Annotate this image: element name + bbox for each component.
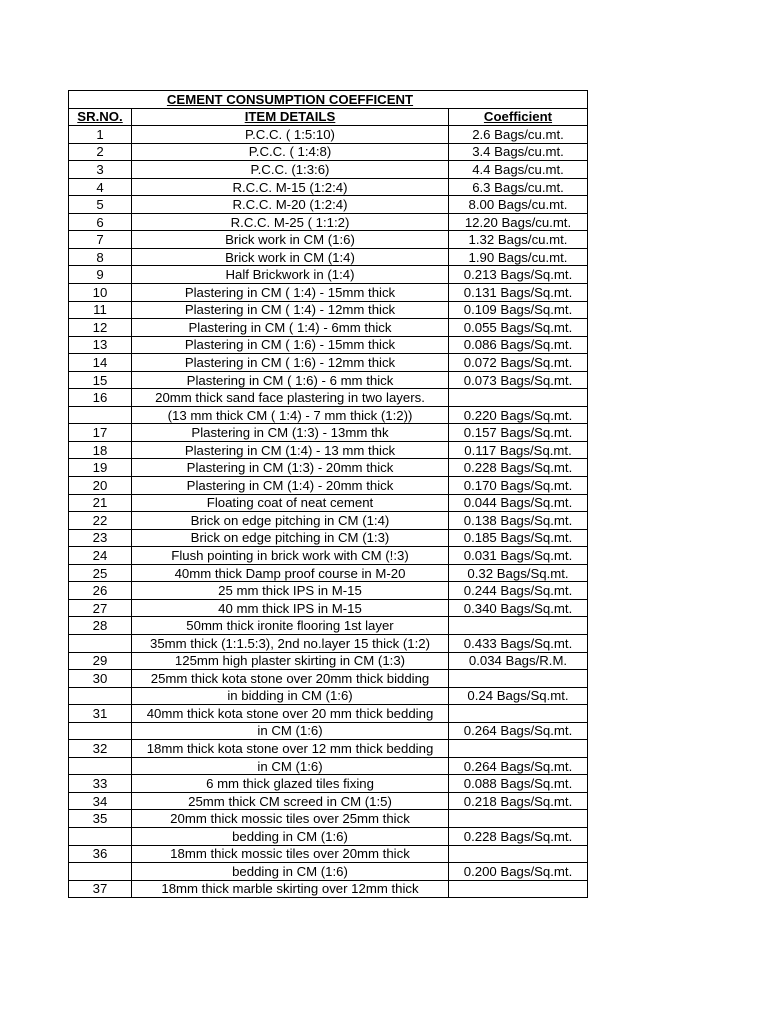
coefficient-cell: 0.228 Bags/Sq.mt. [449, 459, 588, 477]
header-coefficient-label: Coefficient [483, 109, 553, 125]
item-details-cell: Brick work in CM (1:4) [132, 248, 449, 266]
coefficient-cell: 3.4 Bags/cu.mt. [449, 143, 588, 161]
sr-no-cell [69, 757, 132, 775]
table-row [69, 740, 588, 758]
table-row [69, 722, 588, 740]
coefficient-cell: 12.20 Bags/cu.mt. [449, 213, 588, 231]
sr-no-cell: 37 [69, 880, 132, 898]
coefficient-cell: 0.157 Bags/Sq.mt. [449, 424, 588, 442]
sr-no-cell: 5 [69, 196, 132, 214]
item-details-cell: 35mm thick (1:1.5:3), 2nd no.layer 15 thick (1:2) [132, 634, 449, 652]
table-row [69, 213, 588, 231]
coefficient-cell: 0.32 Bags/Sq.mt. [449, 564, 588, 582]
item-details-cell: Plastering in CM (1:4) - 20mm thick [132, 477, 449, 495]
coefficient-cell: 0.433 Bags/Sq.mt. [449, 634, 588, 652]
item-details-cell: (13 mm thick CM ( 1:4) - 7 mm thick (1:2)) [132, 406, 449, 424]
table-row [69, 670, 588, 688]
sr-no-cell: 7 [69, 231, 132, 249]
sr-no-cell: 19 [69, 459, 132, 477]
coefficient-cell [449, 740, 588, 758]
item-details-cell: Brick work in CM (1:6) [132, 231, 449, 249]
sr-no-cell: 36 [69, 845, 132, 863]
sr-no-cell: 31 [69, 705, 132, 723]
item-details-cell: P.C.C. ( 1:4:8) [132, 143, 449, 161]
sr-no-cell: 23 [69, 529, 132, 547]
coefficient-cell: 0.264 Bags/Sq.mt. [449, 722, 588, 740]
sr-no-cell [69, 827, 132, 845]
coefficient-cell: 0.044 Bags/Sq.mt. [449, 494, 588, 512]
table-row [69, 775, 588, 793]
sr-no-cell: 18 [69, 441, 132, 459]
coefficient-cell: 0.073 Bags/Sq.mt. [449, 371, 588, 389]
coefficient-cell [449, 705, 588, 723]
header-item-details [132, 108, 449, 126]
item-details-cell: 20mm thick sand face plastering in two layers. [132, 389, 449, 407]
sr-no-cell: 11 [69, 301, 132, 319]
table-row [69, 617, 588, 635]
sr-no-cell: 2 [69, 143, 132, 161]
item-details-cell: Plastering in CM (1:3) - 20mm thick [132, 459, 449, 477]
item-details-cell: Brick on edge pitching in CM (1:3) [132, 529, 449, 547]
table-row [69, 880, 588, 898]
item-details-cell: Plastering in CM ( 1:4) - 15mm thick [132, 284, 449, 302]
item-details-cell: P.C.C. (1:3:6) [132, 161, 449, 179]
coefficient-cell: 0.131 Bags/Sq.mt. [449, 284, 588, 302]
coefficient-cell: 0.055 Bags/Sq.mt. [449, 319, 588, 337]
item-details-cell: 50mm thick ironite flooring 1st layer [132, 617, 449, 635]
sr-no-cell: 32 [69, 740, 132, 758]
table-row [69, 196, 588, 214]
item-details-cell: Plastering in CM ( 1:4) - 12mm thick [132, 301, 449, 319]
coefficient-cell: 0.228 Bags/Sq.mt. [449, 827, 588, 845]
table-row [69, 459, 588, 477]
coefficient-cell: 0.218 Bags/Sq.mt. [449, 792, 588, 810]
header-row [69, 108, 588, 126]
item-details-cell: 40mm thick kota stone over 20 mm thick bedding [132, 705, 449, 723]
sr-no-cell: 8 [69, 248, 132, 266]
title-row [69, 91, 588, 109]
item-details-cell: bedding in CM (1:6) [132, 827, 449, 845]
sr-no-cell: 20 [69, 477, 132, 495]
table-body [69, 91, 588, 898]
table-row [69, 582, 588, 600]
sr-no-cell: 15 [69, 371, 132, 389]
sr-no-cell: 24 [69, 547, 132, 565]
header-coefficient [449, 108, 588, 126]
coefficient-cell: 0.244 Bags/Sq.mt. [449, 582, 588, 600]
coefficient-cell: 0.138 Bags/Sq.mt. [449, 512, 588, 530]
table-row [69, 757, 588, 775]
table-row [69, 178, 588, 196]
item-details-cell: 18mm thick marble skirting over 12mm thick [132, 880, 449, 898]
table-row [69, 284, 588, 302]
item-details-cell: 25mm thick CM screed in CM (1:5) [132, 792, 449, 810]
coefficient-cell: 0.213 Bags/Sq.mt. [449, 266, 588, 284]
sr-no-cell: 10 [69, 284, 132, 302]
coefficient-cell: 0.24 Bags/Sq.mt. [449, 687, 588, 705]
sr-no-cell [69, 687, 132, 705]
sr-no-cell: 1 [69, 126, 132, 144]
table-row [69, 687, 588, 705]
header-item-details-label: ITEM DETAILS [244, 109, 336, 125]
coefficient-cell: 0.170 Bags/Sq.mt. [449, 477, 588, 495]
header-sr-no [69, 108, 132, 126]
item-details-cell: Plastering in CM ( 1:4) - 6mm thick [132, 319, 449, 337]
sr-no-cell: 29 [69, 652, 132, 670]
item-details-cell: 18mm thick kota stone over 12 mm thick bedding [132, 740, 449, 758]
item-details-cell: Half Brickwork in (1:4) [132, 266, 449, 284]
sr-no-cell: 35 [69, 810, 132, 828]
table-row [69, 266, 588, 284]
table-row [69, 792, 588, 810]
coefficient-cell: 4.4 Bags/cu.mt. [449, 161, 588, 179]
coefficient-cell: 0.031 Bags/Sq.mt. [449, 547, 588, 565]
coefficient-cell: 0.185 Bags/Sq.mt. [449, 529, 588, 547]
sr-no-cell: 6 [69, 213, 132, 231]
sr-no-cell: 3 [69, 161, 132, 179]
table-row [69, 863, 588, 881]
coefficient-cell: 2.6 Bags/cu.mt. [449, 126, 588, 144]
item-details-cell: Plastering in CM ( 1:6) - 6 mm thick [132, 371, 449, 389]
coefficient-cell: 0.072 Bags/Sq.mt. [449, 354, 588, 372]
coefficient-cell: 0.034 Bags/R.M. [449, 652, 588, 670]
item-details-cell: Brick on edge pitching in CM (1:4) [132, 512, 449, 530]
sr-no-cell: 34 [69, 792, 132, 810]
sr-no-cell [69, 406, 132, 424]
table-row [69, 564, 588, 582]
sr-no-cell: 17 [69, 424, 132, 442]
title-spacer-right [449, 91, 588, 109]
item-details-cell: Plastering in CM (1:4) - 13 mm thick [132, 441, 449, 459]
table-row [69, 547, 588, 565]
sr-no-cell: 27 [69, 599, 132, 617]
item-details-cell: 18mm thick mossic tiles over 20mm thick [132, 845, 449, 863]
table-row [69, 424, 588, 442]
item-details-cell: 6 mm thick glazed tiles fixing [132, 775, 449, 793]
table-row [69, 441, 588, 459]
header-sr-no-label: SR.NO. [77, 109, 123, 125]
coefficient-cell: 0.340 Bags/Sq.mt. [449, 599, 588, 617]
coefficient-cell: 0.200 Bags/Sq.mt. [449, 863, 588, 881]
table-title: CEMENT CONSUMPTION COEFFICENT [166, 91, 414, 107]
item-details-cell: Plastering in CM ( 1:6) - 12mm thick [132, 354, 449, 372]
sr-no-cell: 28 [69, 617, 132, 635]
table-row [69, 371, 588, 389]
item-details-cell: bedding in CM (1:6) [132, 863, 449, 881]
sr-no-cell: 26 [69, 582, 132, 600]
item-details-cell: Floating coat of neat cement [132, 494, 449, 512]
sr-no-cell: 14 [69, 354, 132, 372]
coefficient-cell: 8.00 Bags/cu.mt. [449, 196, 588, 214]
item-details-cell: 40 mm thick IPS in M-15 [132, 599, 449, 617]
table-row [69, 406, 588, 424]
table-row [69, 634, 588, 652]
item-details-cell: 40mm thick Damp proof course in M-20 [132, 564, 449, 582]
item-details-cell: Plastering in CM (1:3) - 13mm thk [132, 424, 449, 442]
item-details-cell: R.C.C. M-20 (1:2:4) [132, 196, 449, 214]
item-details-cell: Plastering in CM ( 1:6) - 15mm thick [132, 336, 449, 354]
item-details-cell: in bidding in CM (1:6) [132, 687, 449, 705]
coefficient-cell: 1.90 Bags/cu.mt. [449, 248, 588, 266]
table-row [69, 336, 588, 354]
table-row [69, 845, 588, 863]
sr-no-cell: 16 [69, 389, 132, 407]
coefficient-cell: 0.109 Bags/Sq.mt. [449, 301, 588, 319]
table-row [69, 126, 588, 144]
table-row [69, 248, 588, 266]
table-row [69, 143, 588, 161]
table-row [69, 705, 588, 723]
table-row [69, 512, 588, 530]
sr-no-cell: 9 [69, 266, 132, 284]
sr-no-cell: 25 [69, 564, 132, 582]
item-details-cell: in CM (1:6) [132, 757, 449, 775]
table-row [69, 599, 588, 617]
coefficient-cell: 0.086 Bags/Sq.mt. [449, 336, 588, 354]
coefficient-cell: 6.3 Bags/cu.mt. [449, 178, 588, 196]
title-spacer-left [69, 91, 132, 109]
coefficient-cell [449, 670, 588, 688]
table-row [69, 810, 588, 828]
coefficient-cell [449, 845, 588, 863]
item-details-cell: Flush pointing in brick work with CM (!:3) [132, 547, 449, 565]
item-details-cell: 20mm thick mossic tiles over 25mm thick [132, 810, 449, 828]
coefficient-cell: 0.117 Bags/Sq.mt. [449, 441, 588, 459]
sr-no-cell: 21 [69, 494, 132, 512]
table-row [69, 319, 588, 337]
coefficient-cell [449, 880, 588, 898]
coefficient-cell [449, 389, 588, 407]
sr-no-cell: 12 [69, 319, 132, 337]
table-title-cell [132, 91, 449, 109]
coefficient-cell [449, 810, 588, 828]
item-details-cell: 125mm high plaster skirting in CM (1:3) [132, 652, 449, 670]
item-details-cell: in CM (1:6) [132, 722, 449, 740]
sr-no-cell [69, 722, 132, 740]
sr-no-cell: 13 [69, 336, 132, 354]
table-row [69, 231, 588, 249]
sr-no-cell: 30 [69, 670, 132, 688]
item-details-cell: P.C.C. ( 1:5:10) [132, 126, 449, 144]
table-row [69, 354, 588, 372]
coefficient-cell: 0.220 Bags/Sq.mt. [449, 406, 588, 424]
sr-no-cell: 33 [69, 775, 132, 793]
table-row [69, 477, 588, 495]
coefficient-cell [449, 617, 588, 635]
coefficient-cell: 0.264 Bags/Sq.mt. [449, 757, 588, 775]
table-row [69, 529, 588, 547]
table-row [69, 494, 588, 512]
table-row [69, 827, 588, 845]
item-details-cell: R.C.C. M-25 ( 1:1:2) [132, 213, 449, 231]
item-details-cell: 25mm thick kota stone over 20mm thick bidding [132, 670, 449, 688]
table-row [69, 161, 588, 179]
coefficient-cell: 0.088 Bags/Sq.mt. [449, 775, 588, 793]
sr-no-cell [69, 634, 132, 652]
table-row [69, 652, 588, 670]
cement-consumption-table [68, 90, 588, 898]
sr-no-cell [69, 863, 132, 881]
table-row [69, 301, 588, 319]
coefficient-cell: 1.32 Bags/cu.mt. [449, 231, 588, 249]
sr-no-cell: 22 [69, 512, 132, 530]
table-row [69, 389, 588, 407]
sr-no-cell: 4 [69, 178, 132, 196]
item-details-cell: R.C.C. M-15 (1:2:4) [132, 178, 449, 196]
item-details-cell: 25 mm thick IPS in M-15 [132, 582, 449, 600]
